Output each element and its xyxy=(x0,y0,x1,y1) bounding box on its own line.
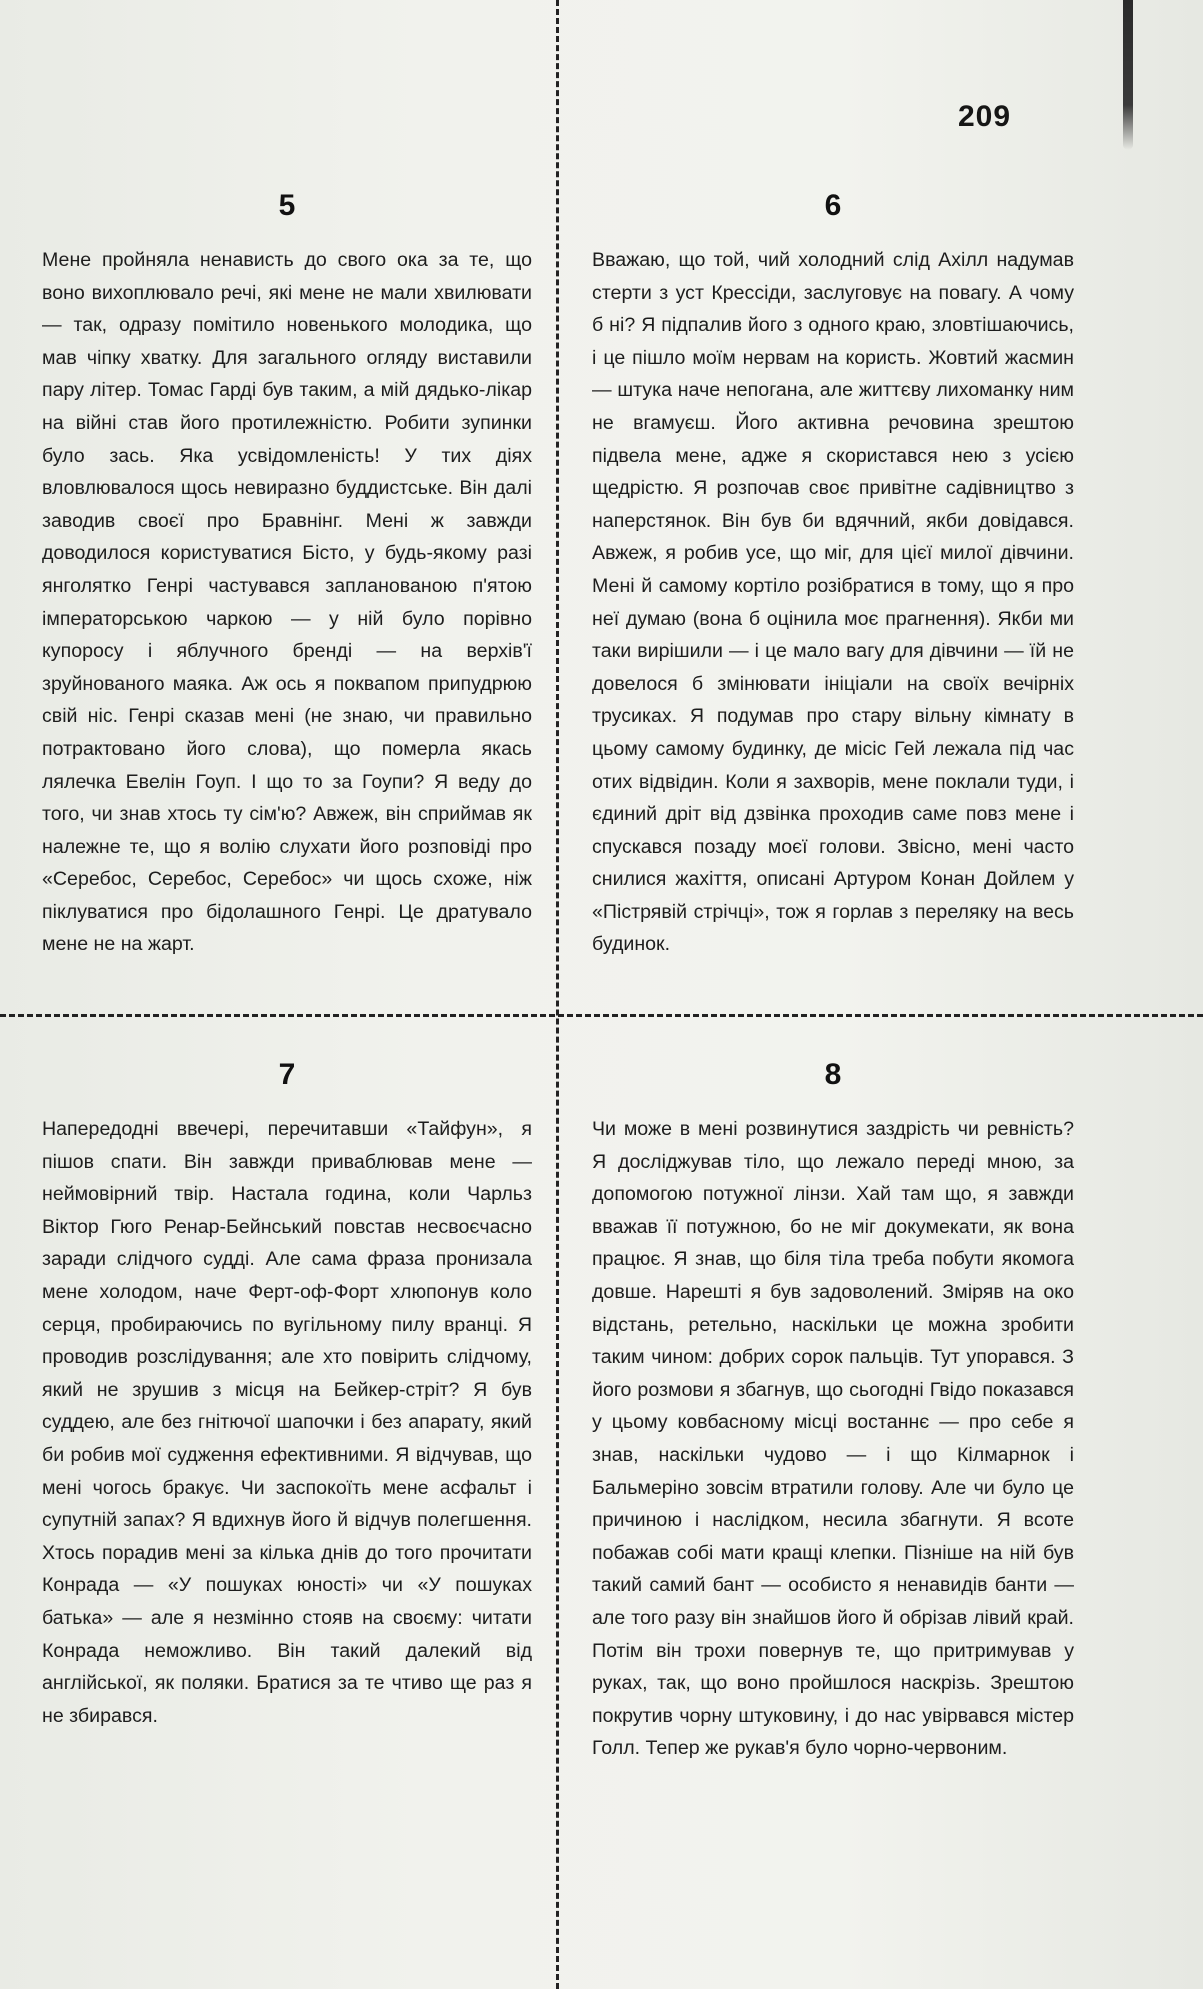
card-text: Вважаю, що той, чий холодний слід Ахілл надумав стерти з уст Крессіди, заслуговує на повагу. А чому б ні? Я підпалив його з одного краю, зловтішаючись, і це пішло моїм нервам на користь. Жовтий жасмин — штука наче непогана, але життєву лихоманку ним не вгамуєш. Його активна речовина зрештою підвела мене, адже я скористався нею з усією щедрістю. Я розпочав своє привітне садівництво з наперстянок. Він був би вдячний, якби довідався. Авжеж, я робив усе, що міг, для цієї милої дівчини. Мені й самому кортіло розібратися в тому, що я про неї думаю (вона б оцінила моє прагнення). Якби ми таки вирішили — і це мало вагу для дівчини — їй не довелося б змінювати ініціали на своїх вечірніх трусиках. Я подумав про стару вільну кімнату в цьому самому будинку, де місіс Гей лежала під час отих відвідин. Коли я захворів, мене поклали туди, і єдиний дріт від дзвінка проходив саме повз мене і спускався позаду моєї голови. Звісно, мені часто снилися жахіття, описані Артуром Конан Дойлем у «Пістрявій стрічці», тож я горлав з переляку на весь будинок. xyxy=(592,249,1074,956)
card-7 xyxy=(42,1055,532,1732)
card-text: Чи може в мені розвинутися заздрість чи ревність? Я досліджував тіло, що лежало переді мною, за допомогою потужної лінзи. Хай там що, я завжди вважав її потужною, бо не міг докумекати, як вона працює. Я знав, що біля тіла треба побути якомога довше. Нарешті я був задоволений. Зміряв на око відстань, ретельно, наскільки це можна зробити таким чином: добрих сорок пальців. Тут упорався. З його розмови я збагнув, що сьогодні Гвідо показався у цьому ковбасному місці востаннє — про себе я знав, наскільки чудово — і що Кілмарнок і Бальмеріно зовсім втратили голову. Але чи було це причиною і наслідком, несила збагнути. Я всоте побажав собі мати кращі клепки. Пізніше на ній був такий самий бант — особисто я ненавидів банти — але того разу він знайшов його й обрізав лівий край. Потім він трохи повернув те, що притримував у руках, так, що воно пройшлося наскрізь. Зрештою покрутив чорну штуковину, і до нас увірвався містер Голл. Тепер же рукав'я було чорно-червоним. xyxy=(592,1118,1074,1760)
card-8 xyxy=(592,1055,1074,1765)
card-number: 6 xyxy=(824,189,842,222)
card-6 xyxy=(592,186,1074,961)
page-number: 209 xyxy=(958,100,1012,133)
card-text: Мене пройняла ненависть до свого ока за те, що воно вихоплювало речі, які мене не мали хвилювати — так, одразу помітило новенького молодика, що мав чіпку хватку. Для загального огляду виставили пару літер. Томас Гарді був таким, а мій дядько-лікар на війні став його протилежністю. Робити зупинки було зась. Яка усвідомленість! У тих діях вловлювалося щось невиразно буддистське. Він далі заводив своєї про Бравнінг. Мені ж завжди доводилося користуватися Бісто, у будь-якому разі янголятко Генрі частувався запланованою п'ятою імператорською чаркою — у ній було порівно купоросу і яблучного бренді — на верхів'ї зруйнованого маяка. Аж ось я поквапом припудрюю свій ніс. Генрі сказав мені (не знаю, чи правильно потрактовано його слова), що померла якась лялечка Евелін Гоуп. І що то за Гоупи? Я веду до того, чи знав хтось ту сім'ю? Авжеж, він сприймав як належне те, що я волію слухати його розповіді про «Серебос, Серебос, Серебос» чи щось схоже, ніж піклуватися про бідолашного Генрі. Це дратувало мене не на жарт. xyxy=(42,249,532,956)
card-number: 5 xyxy=(278,189,296,222)
book-spine-shadow xyxy=(1123,0,1133,150)
card-text: Напередодні ввечері, перечитавши «Тайфун», я пішов спати. Він завжди приваблював мене — неймовірний твір. Настала година, коли Чарльз Віктор Гюго Ренар-Бейнський повстав несвоєчасно заради слідчого судді. Але сама фраза пронизала мене холодом, наче Ферт-оф-Форт хлюпонув коло серця, пробираючись по вугільному пилу вранці. Я проводив розслідування; але хто повірить слідчому, який не зрушив з місця на Бейкер-стріт? Я був суддею, але без гнітючої шапочки і без апарату, який би робив мої судження ефективними. Я відчував, що мені чогось бракує. Чи заспокоїть мене асфальт і супутній запах? Я вдихнув його й відчув полегшення. Хтось порадив мені за кілька днів до того прочитати Конрада — «У пошуках юності» чи «У пошуках батька» — але я незмінно стояв на своєму: читати Конрада неможливо. Він такий далекий від англійської, як поляки. Братися за те чтиво ще раз я не збирався. xyxy=(42,1118,532,1727)
card-number: 7 xyxy=(278,1058,296,1091)
card-5 xyxy=(42,186,532,961)
vertical-cut-line xyxy=(556,0,559,1989)
horizontal-cut-line xyxy=(0,1014,1203,1017)
card-number: 8 xyxy=(824,1058,842,1091)
